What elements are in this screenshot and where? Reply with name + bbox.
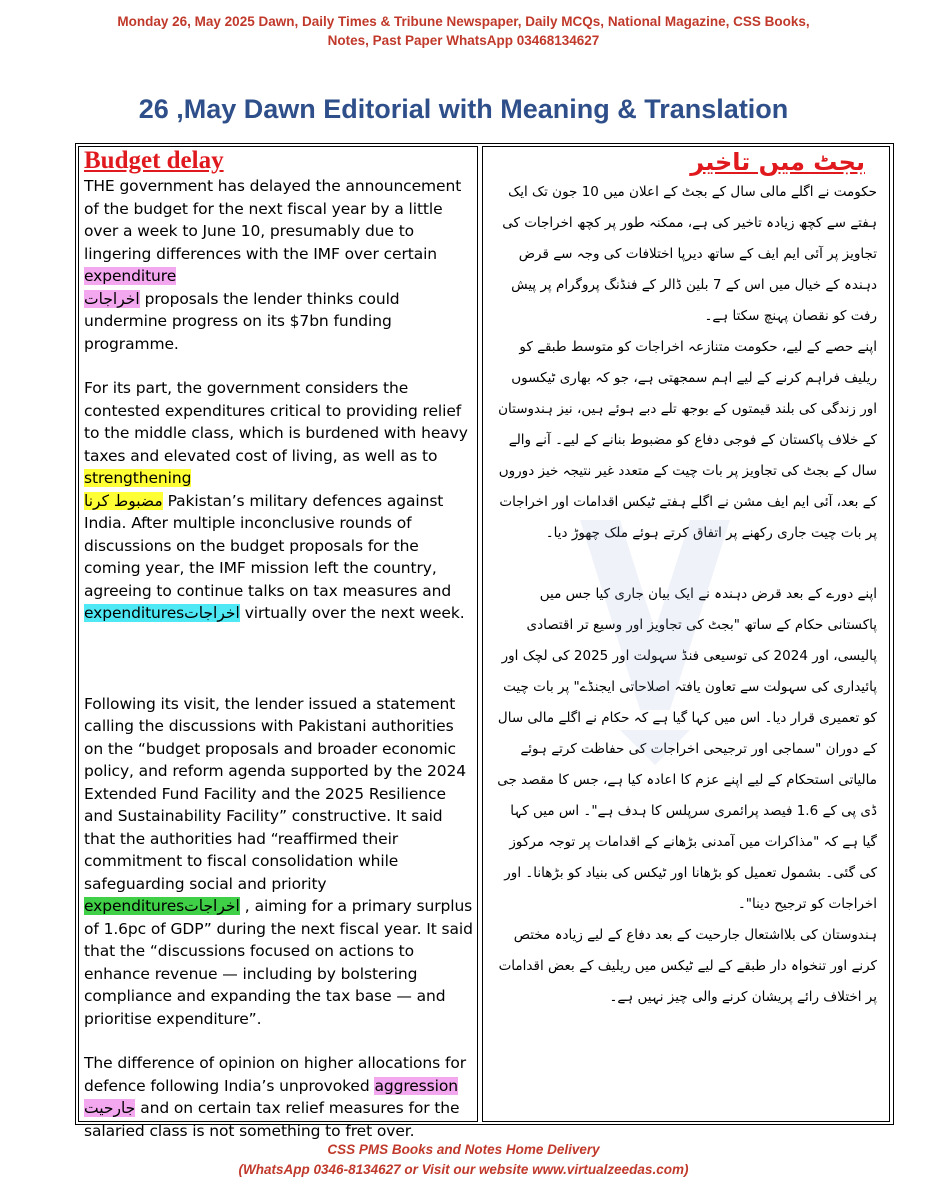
text-segment: Following its visit, the lender issued a statement calling the discussions with Pakistani authorities on the “budget proposals and broader economic policy, and reform agenda supported by the 2024 Extended Fund Facility and the 2025 Resilience and Sustainability Facility” constructive. It said that the authorities had “reaffirmed their commitment to fiscal consolidation while safeguarding social and priority xyxy=(84,694,467,893)
highlight-translation: جارحیت xyxy=(84,1099,136,1117)
page-header xyxy=(0,12,927,50)
text-segment: Pakistan’s military defences against India. After multiple inconclusive rounds of discussions on the budget proposals for the coming year, the IMF mission left the country, agreeing to continue talks on tax measures and xyxy=(84,491,452,600)
english-paragraph-2 xyxy=(84,377,477,625)
urdu-paragraph-3: اپنے دورے کے بعد قرض دہندہ نے ایک بیان جاری کیا جس میں پاکستانی حکام کے ساتھ "بجٹ کی تجاویز اور وسیع تر اقتصادی پالیسی، اور 2024 کی توسیعی فنڈ سہولت اور 2025 کی لچک اور پائیداری کی سہولت سے تعاون یافتہ اصلاحاتی ایجنڈے" پر بات چیت کو تعمیری قرار دیا۔ اس میں کہا گیا ہے کہ حکام نے اگلے مالی سال کے دوران "سماجی اور ترجیحی اخراجات کی حفاظت کرتے ہوئے مالیاتی استحکام کے لیے اپنے عزم کا اعادہ کیا ہے، جس کا مقصد جی ڈی پی کے 1.6 فیصد پرائمری سرپلس کا ہدف ہے"۔ اس میں کہا گیا ہے کہ "مذاکرات میں آمدنی بڑھانے کے اقدامات پر توجہ مرکوز کی گئی۔ بشمول تعمیل کو بڑھانا اور ٹیکس کی بنیاد کو بڑھانا۔ اور اخراجات کو ترجیح دینا"۔ xyxy=(497,586,877,912)
highlight-translation: اخراجات xyxy=(84,289,140,308)
highlight-translation: مضبوط کرنا xyxy=(84,491,163,510)
text-segment: , aiming for a primary surplus of 1.6pc of GDP” during the next fiscal year. It said that the “discussions focused on actions to enhance revenue — including by bolstering compliance and expanding the tax base — and prioritise expenditure”. xyxy=(84,897,473,1028)
header-line-1: Monday 26, May 2025 Dawn, Daily Times & Tribune Newspaper, Daily MCQs, National Magazine, CSS Books, xyxy=(117,14,810,29)
urdu-paragraph-4: ہندوستان کی بلااشتعال جارحیت کے بعد دفاع کے لیے زیادہ مختص کرنے اور تنخواہ دار طبقے کے لیے ٹیکس میں ریلیف کے بعض اقدامات پر اختلاف رائے پریشان کرنے والی چیز نہیں ہے۔ xyxy=(498,927,877,1005)
highlight-word: expendituresاخراجات xyxy=(84,604,240,622)
english-paragraph-3 xyxy=(84,693,477,1031)
highlight-word: strengthening xyxy=(84,469,192,487)
text-segment: For its part, the government considers the contested expenditures critical to providing relief to the middle class, which is burdened with heavy taxes and elevated cost of living, as well as to xyxy=(84,379,468,465)
text-segment: The difference of opinion on higher allocations for defence following India’s unprovoked xyxy=(84,1054,466,1095)
highlight-word: aggression xyxy=(374,1076,458,1095)
footer-line-2: (WhatsApp 0346-8134627 or Visit our website www.virtualzeedas.com) xyxy=(238,1162,689,1177)
highlight-word: expenditure xyxy=(84,267,177,285)
text-segment: proposals the lender thinks could undermine progress on its $7bn funding programme. xyxy=(84,289,400,353)
urdu-paragraph-2: اپنے حصے کے لیے، حکومت متنازعہ اخراجات کو متوسط طبقے کو ریلیف فراہم کرنے کے لیے اہم سمجھتی ہے، جو کہ بھاری ٹیکسوں اور زندگی کی بلند قیمتوں کے بوجھ تلے دبے ہوئے ہیں، نیز ہندوستان کے خلاف پاکستان کے فوجی دفاع کو مضبوط بنانے کے لیے۔ آنے والے سال کے بجٹ کی تجاویز پر بات چیت کے متعدد غیر نتیجہ خیز دوروں کے بعد، آئی ایم ایف مشن نے اگلے ہفتے ٹیکس اقدامات اور اخراجات پر بات چیت جاری رکھنے پر اتفاق کرتے ہوئے ملک چھوڑ دیا۔ xyxy=(498,339,877,541)
footer-line-1: CSS PMS Books and Notes Home Delivery xyxy=(327,1142,600,1157)
urdu-column xyxy=(482,146,890,1122)
highlight-word: expendituresاخراجات xyxy=(84,897,240,915)
english-paragraph-4 xyxy=(84,1052,477,1142)
text-segment: THE government has delayed the announcement of the budget for the next fiscal year by a little over a week to June 10, presumably due to lingering differences with the IMF over certain xyxy=(84,177,462,263)
english-column xyxy=(78,146,478,1140)
text-segment: and on certain tax relief measures for the salaried class is not something to fret over. xyxy=(84,1099,460,1140)
english-heading: Budget delay xyxy=(84,147,224,174)
urdu-heading: بجٹ میں تاخیر xyxy=(690,148,865,176)
english-paragraph-1 xyxy=(84,175,477,355)
header-line-2: Notes, Past Paper WhatsApp 03468134627 xyxy=(327,33,600,48)
page-footer xyxy=(0,1140,927,1180)
text-segment: virtually over the next week. xyxy=(239,604,465,622)
page-title: 26 ,May Dawn Editorial with Meaning & Translation xyxy=(138,94,789,124)
urdu-paragraph-1: حکومت نے اگلے مالی سال کے بجٹ کے اعلان میں 10 جون تک ایک ہفتے سے کچھ زیادہ تاخیر کی ہے، ممکنہ طور پر کچھ اخراجات کی تجاویز پر آئی ایم ایف کے ساتھ دیرپا اختلافات کی وجہ سے قرض دہندہ کے خیال میں اس کے 7 بلین ڈالر کے فنڈنگ پروگرام پر پیش رفت کو نقصان پہنچ سکتا ہے۔ xyxy=(502,184,877,324)
